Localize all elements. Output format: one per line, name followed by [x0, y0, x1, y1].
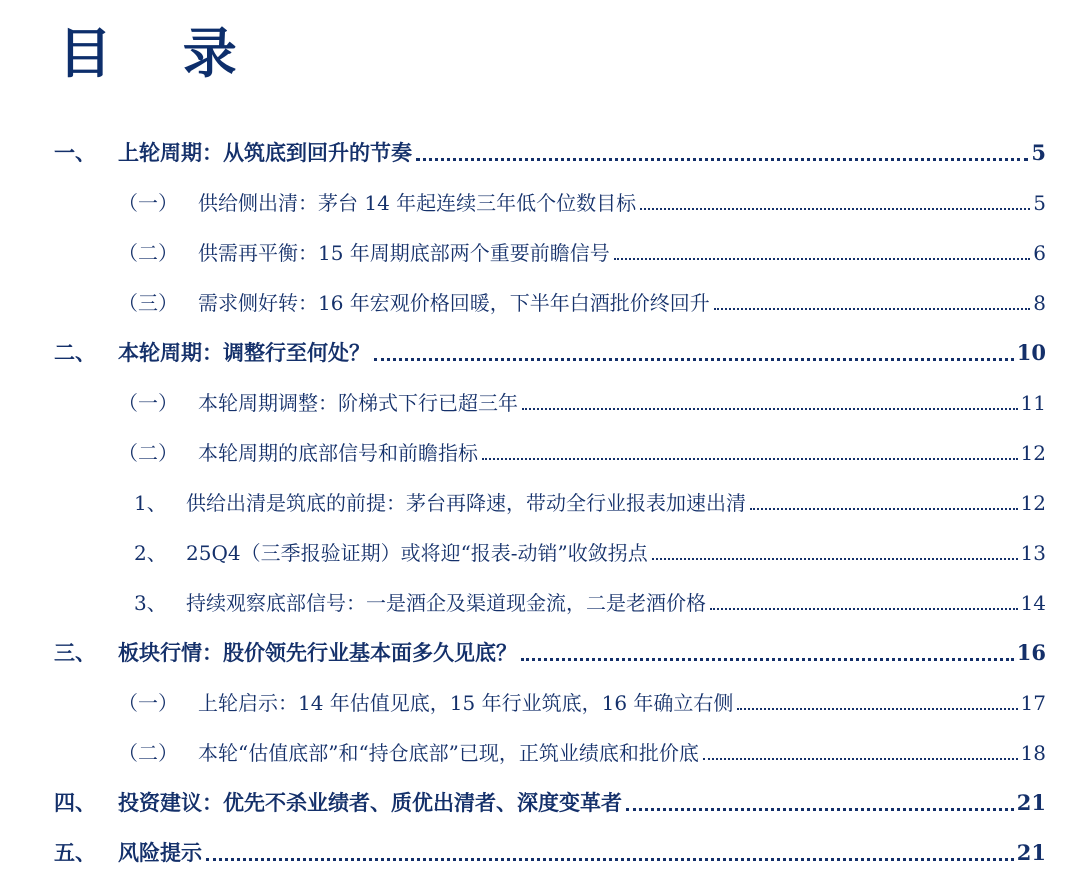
toc-entry-number: 二、 — [54, 340, 96, 365]
toc-entry-number: 五、 — [54, 840, 96, 865]
toc-entry-section-2-2[interactable] — [118, 434, 1046, 468]
toc-entry-section-2[interactable] — [54, 334, 1046, 368]
toc-entry-page: 21 — [1016, 840, 1046, 865]
toc-dot-leader — [614, 256, 1030, 260]
toc-entry-title: 需求侧好转：16 年宏观价格回暖，下半年白酒批价终回升 — [198, 291, 710, 315]
toc-entry-number: 2、 — [134, 541, 167, 565]
toc-entry-number: （二） — [118, 241, 178, 265]
toc-entry-page: 5 — [1033, 191, 1046, 215]
toc-entry-page: 11 — [1020, 391, 1046, 415]
toc-entry-title: 上轮启示：14 年估值见底，15 年行业筑底，16 年确立右侧 — [198, 691, 734, 715]
toc-entry-section-2-1[interactable] — [118, 384, 1046, 418]
toc-dot-leader — [640, 206, 1030, 210]
toc-entry-title: 供需再平衡：15 年周期底部两个重要前瞻信号 — [198, 241, 610, 265]
toc-entry-number: （一） — [118, 391, 178, 415]
toc-entry-section-5[interactable] — [54, 834, 1046, 868]
toc-dot-leader — [521, 656, 1014, 661]
toc-entry-section-2-2-3[interactable] — [134, 584, 1046, 618]
page-title: 目 录 — [58, 21, 263, 85]
toc-entry-title: 本轮周期调整：阶梯式下行已超三年 — [198, 391, 518, 415]
toc-dot-leader — [710, 606, 1018, 610]
toc-entry-title: 持续观察底部信号：一是酒企及渠道现金流，二是老酒价格 — [186, 591, 706, 615]
toc-entry-title: 供给出清是筑底的前提：茅台再降速，带动全行业报表加速出清 — [186, 491, 746, 515]
toc-entry-number: （一） — [118, 191, 178, 215]
toc-dot-leader — [750, 506, 1018, 510]
toc-entry-title: 供给侧出清：茅台 14 年起连续三年低个位数目标 — [198, 191, 637, 215]
toc-entry-page: 5 — [1031, 140, 1046, 165]
toc-entry-title: 风险提示 — [118, 840, 202, 865]
toc-entry-page: 12 — [1020, 441, 1046, 465]
toc-dot-leader — [737, 706, 1017, 710]
toc-entry-title: 上轮周期：从筑底到回升的节奏 — [118, 140, 412, 165]
toc-dot-leader — [482, 456, 1018, 460]
toc-dot-leader — [374, 356, 1014, 361]
toc-entry-number: 四、 — [54, 790, 96, 815]
toc-entry-page: 6 — [1033, 241, 1046, 265]
toc-entry-page: 17 — [1020, 691, 1046, 715]
toc-entry-title: 板块行情：股价领先行业基本面多久见底？ — [118, 640, 517, 665]
toc-dot-leader — [714, 306, 1030, 310]
toc-entry-section-4[interactable] — [54, 784, 1046, 818]
toc-entry-number: （二） — [118, 741, 178, 765]
toc-entry-section-1[interactable] — [54, 134, 1046, 168]
toc-entry-section-1-2[interactable] — [118, 234, 1046, 268]
toc-entry-title: 本轮周期的底部信号和前瞻指标 — [198, 441, 478, 465]
toc-entry-number: 3、 — [134, 591, 167, 615]
toc-entry-page: 18 — [1020, 741, 1046, 765]
toc-entry-section-3-1[interactable] — [118, 684, 1046, 718]
toc-entry-number: （一） — [118, 691, 178, 715]
toc-entry-number: 三、 — [54, 640, 96, 665]
toc-entry-page: 21 — [1016, 790, 1046, 815]
toc-dot-leader — [522, 406, 1018, 410]
toc-entry-title: 25Q4（三季报验证期）或将迎“报表-动销”收敛拐点 — [186, 541, 648, 565]
toc-entry-section-2-2-2[interactable] — [134, 534, 1046, 568]
toc-entry-title: 本轮“估值底部”和“持仓底部”已现，正筑业绩底和批价底 — [198, 741, 699, 765]
toc-entry-section-1-3[interactable] — [118, 284, 1046, 318]
toc-entry-page: 8 — [1033, 291, 1046, 315]
toc-dot-leader — [416, 156, 1028, 161]
toc-dot-leader — [206, 856, 1014, 861]
toc-entry-number: （二） — [118, 441, 178, 465]
toc-entry-page: 16 — [1016, 640, 1046, 665]
toc-entry-page: 14 — [1020, 591, 1046, 615]
toc-entry-number: （三） — [118, 291, 178, 315]
toc-entry-section-3-2[interactable] — [118, 734, 1046, 768]
toc-entry-section-2-2-1[interactable] — [134, 484, 1046, 518]
toc-dot-leader — [652, 556, 1018, 560]
toc-dot-leader — [703, 756, 1018, 760]
toc-entry-title: 本轮周期：调整行至何处？ — [118, 340, 370, 365]
toc-entry-number: 1、 — [134, 491, 167, 515]
toc-entry-page: 13 — [1020, 541, 1046, 565]
toc-entry-page: 12 — [1020, 491, 1046, 515]
toc-entry-number: 一、 — [54, 140, 96, 165]
toc-entry-page: 10 — [1016, 340, 1046, 365]
toc-entry-section-3[interactable] — [54, 634, 1046, 668]
toc-entry-title: 投资建议：优先不杀业绩者、质优出清者、深度变革者 — [118, 790, 622, 815]
toc-dot-leader — [626, 806, 1014, 811]
toc-entry-section-1-1[interactable] — [118, 184, 1046, 218]
